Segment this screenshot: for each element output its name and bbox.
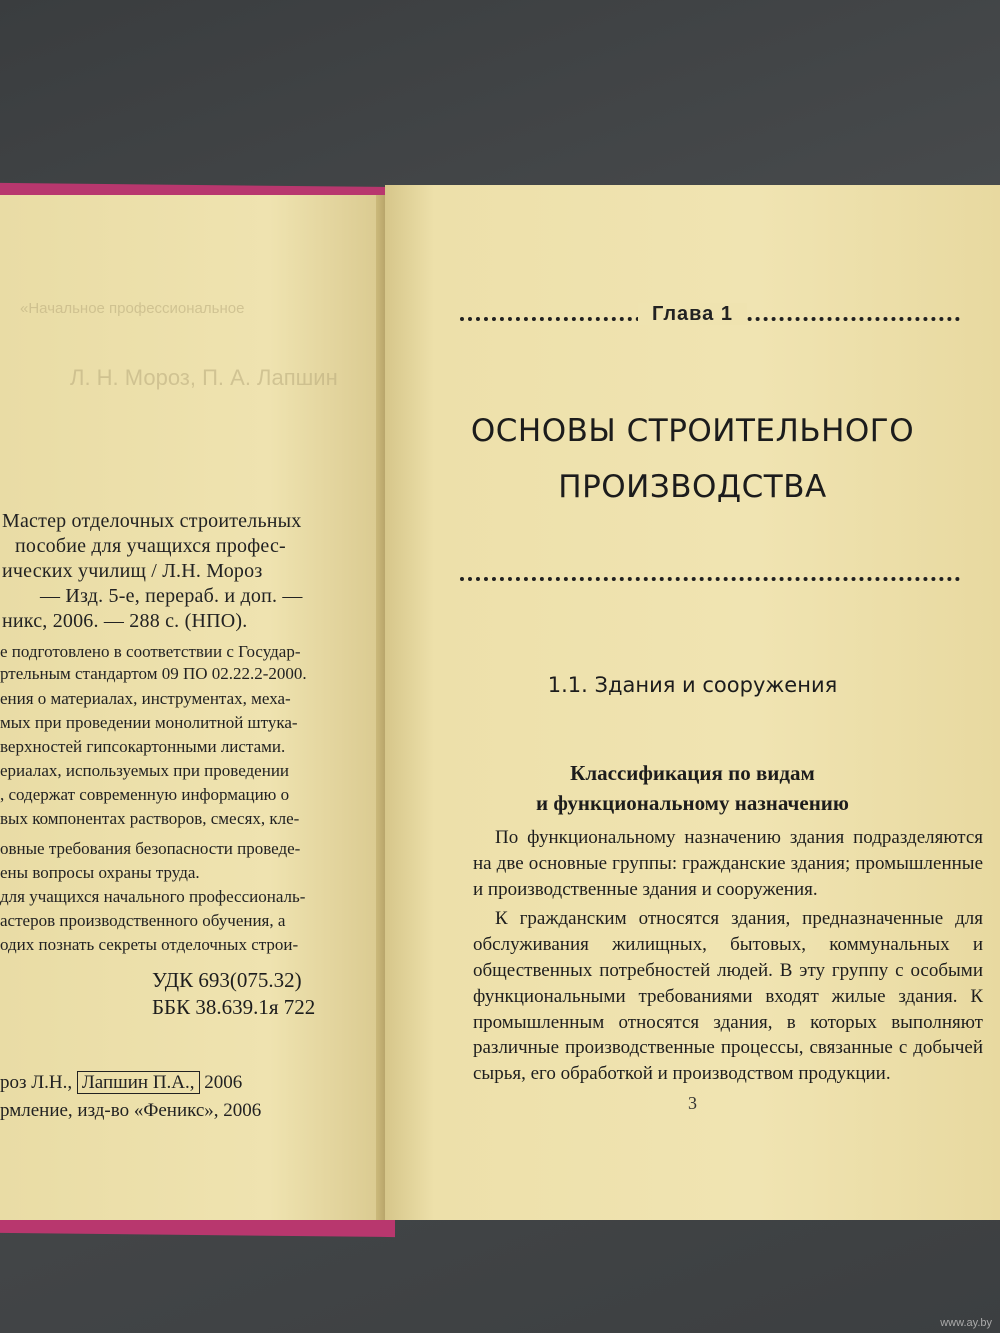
right-page <box>385 185 1000 1220</box>
chapter-label <box>385 303 1000 326</box>
paragraph-1: По функциональному назначению здания подразделяются на две основные группы: гражданские здания; промышленные и производственные здания и сооружения. <box>473 827 983 900</box>
site-watermark: www.ay.by <box>940 1317 992 1329</box>
annotation-line-9: овные требования безопасности проведе- <box>0 839 301 858</box>
udk-code: УДК 693(075.32) <box>152 968 302 992</box>
section-title: 1.1. Здания и сооружения <box>547 673 838 697</box>
boxed-author-name: Лапшин П.А., <box>77 1071 200 1094</box>
copyright-line-1 <box>0 1072 242 1094</box>
chapter-title-line-2: ПРОИЗВОДСТВА <box>558 469 827 505</box>
copyright-authors: роз Л.Н., <box>0 1072 73 1093</box>
chapter-title-line-1: ОСНОВЫ СТРОИТЕЛЬНОГО <box>470 413 915 449</box>
paragraph-2: К гражданским относятся здания, предназначенные для обслуживания жилищных, бытовых, коммунальных и общественных потребностей людей. В эту группу с особыми функциональными требованиями входят жилые здания. К промышленным относятся здания, в которых выполняют различные производственные процессы, связанные с добычей сырья, его обработкой и производством продукции. <box>473 908 983 1085</box>
annotation-line-11: для учащихся начального профессиональ- <box>0 887 306 906</box>
page-number: 3 <box>688 1093 697 1113</box>
bbk-code: ББК 38.639.1я 722 <box>152 995 316 1019</box>
body-text <box>473 825 983 1091</box>
subsection-heading-line-2: и функциональному назначению <box>536 791 849 815</box>
copyright-year: 2006 <box>204 1072 243 1093</box>
annotation-line-2: ртельным стандартом 09 ПО 02.22.2-2000. <box>0 664 307 683</box>
copyright-line-2: рмление, изд-во «Феникс», 2006 <box>0 1100 262 1121</box>
subsection-heading <box>385 758 1000 818</box>
ghost-header-text: «Начальное профессиональное <box>20 300 245 317</box>
annotation-line-3: ения о материалах, инструментах, меха- <box>0 689 291 708</box>
subsection-heading-line-1: Классификация по видам <box>570 761 815 785</box>
chapter-title <box>385 403 1000 515</box>
annotation-line-12: астеров производственного обучения, а <box>0 911 286 930</box>
annotation-line-5: верхностей гипсокартонными листами. <box>0 737 286 756</box>
ghost-author-text: Л. Н. Мороз, П. А. Лапшин <box>70 365 338 390</box>
annotation-line-6: ериалах, используемых при проведении <box>0 761 290 780</box>
desc-line-2: пособие для учащихся профес- <box>15 535 286 557</box>
annotation-line-8: вых компонентах растворов, смесях, кле- <box>0 809 300 828</box>
annotation-line-7: , содержат современную информацию о <box>0 785 290 804</box>
left-page <box>0 195 385 1220</box>
chapter-dotted-rule-bottom <box>460 577 960 581</box>
annotation-line-10: ены вопросы охраны труда. <box>0 863 200 882</box>
annotation-line-4: мых при проведении монолитной штука- <box>0 713 298 732</box>
desc-line-4: — Изд. 5-е, перераб. и доп. — <box>40 585 303 607</box>
desc-line-3: ических училищ / Л.Н. Мороз <box>2 560 263 582</box>
desc-line-1: Мастер отделочных строительных <box>2 510 302 532</box>
desc-line-5: никс, 2006. — 288 с. (НПО). <box>2 610 248 632</box>
annotation-line-13: одих познать секреты отделочных строи- <box>0 935 299 954</box>
annotation-line-1: е подготовлено в соответствии с Государ- <box>0 642 301 661</box>
chapter-label-text: Глава 1 <box>638 303 747 325</box>
